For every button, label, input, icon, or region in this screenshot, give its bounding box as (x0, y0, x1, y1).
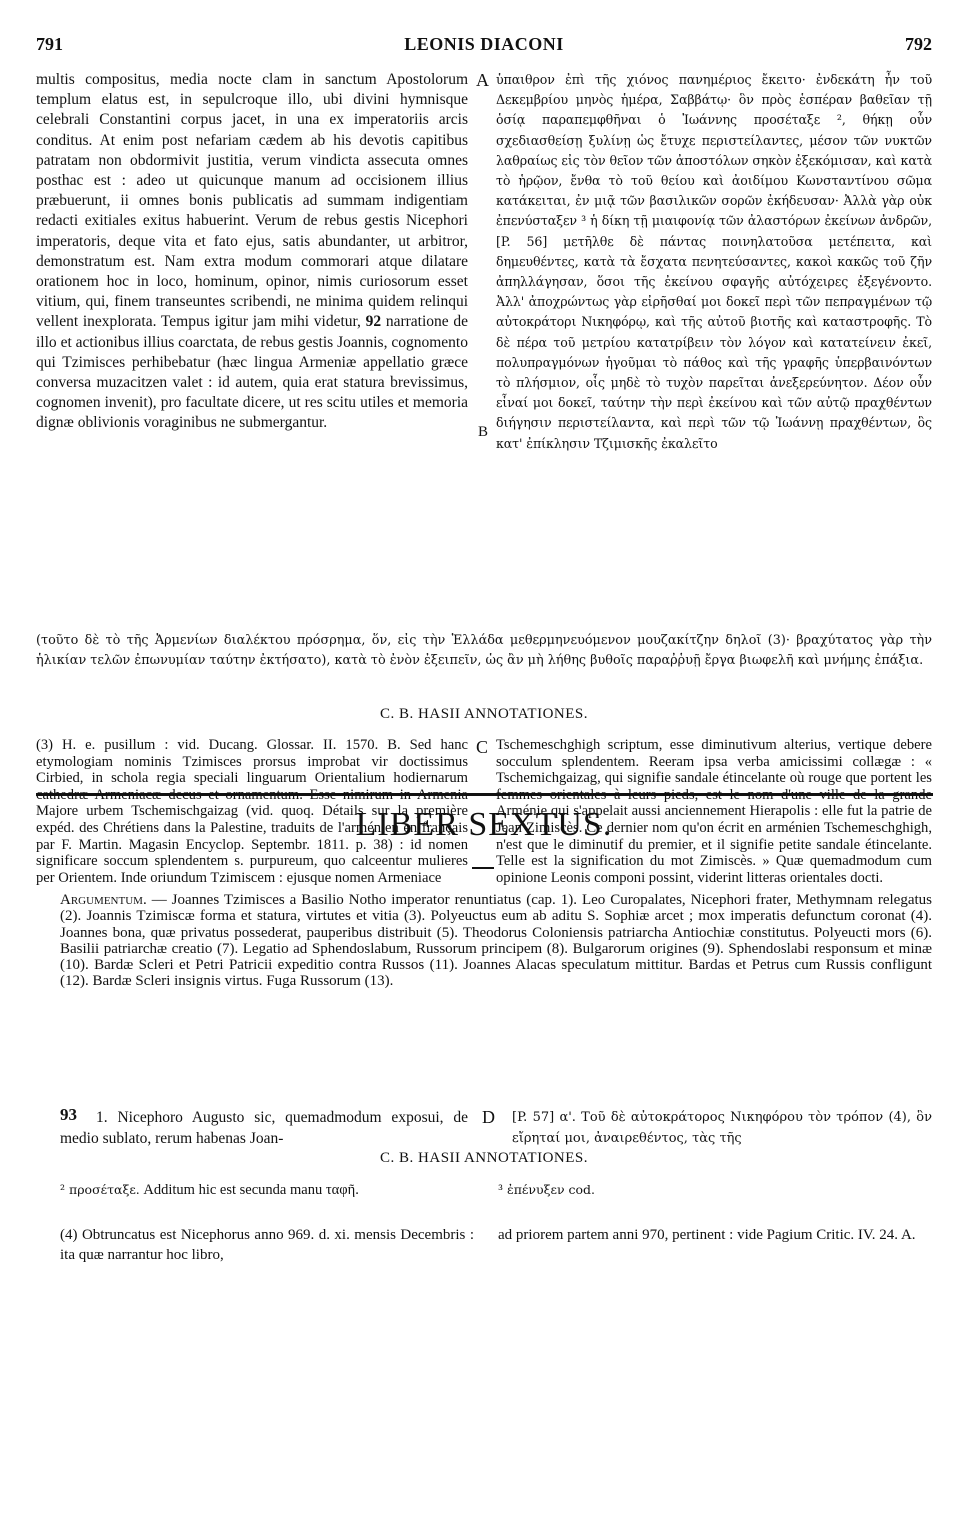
note-3-right-text: Tschemeschghigh scriptum, esse diminutivum alterius, vertique debere socculum splendentem. Reeram ipsa verba amicissimi collægæ : « Tschemichgaizag, qui signifie sandale étincelante où rouge que portent les Arménie qui s'appelait aussi anciennement Hierapolis : elle fut la patrie de Jean Zimiscès. Ce dernier nom qu'on écrit en arménien Tschemeschghigh, n'est que le diminutif du premier, et il signifie petite sandale étincelante. Telle est la signification du mot Zimiscès. » Quæ quemadmodum cum opinione Leonis componi possint, viderint litteras orientales docti. (496, 737, 932, 886)
argument-label: Argumentum. (60, 892, 147, 908)
latin-main-text: multis compositus, media nocte clam in sanctum Apostolorum templum elatus est, in sepulcroque illo, ubi divini hymnisque celebrali Constantini corpus jacet, in una ex imperatoriis arcis conditus. At enim post nefariam cædem ab his devotis capitibus patratam non obdormivit justitia, verum vindicta assecuta omnes posthac est : adeo ut quicunque manum ad occisionem illius præbuerunt, ii omnes bonis publicatis ad summam indigentiam redacti exitiales exitus habuerint. Verum de rebus gestis Nicephori imperatoris, deque vita et fato ejus, satis abundanter, ut arbitror, demonstratum est. Nam extra modum commorari atque dilatare orationem hoc in loco, hominum, opinor, nimis curiosorum esset vitium, qui, finem transeuntes scribendi, ne minima quidem relinqui vellent inexplorata. Tempus igitur jam mihi videtur, (36, 71, 468, 331)
page-number-right: 792 (905, 34, 932, 54)
section-divider (36, 793, 933, 796)
argument-summary (60, 892, 932, 990)
note-4-right-text: ad priorem partem anni 970, pertinent : vide Pagium Critic. IV. 24. A. (498, 1227, 916, 1243)
note-4-left-text: (4) Obtruncatus est Nicephorus anno 969. d. xi. mensis Decembris : ita quæ narrantur hoc libro, (60, 1227, 474, 1263)
margin-marker-d: D (482, 1107, 495, 1127)
section-number-93: 93 (60, 1105, 77, 1124)
argument-text: — Joannes Tzimisces a Basilio Notho imperator renuntiatus (cap. 1). Leo Curopalates, Nicephori frater, Methymnam relegatus (2). Joannis Tzimiscæ forma et statura, virtutes et vitia (3). Polyeuctus eum ab aditu S. Sophiæ arcet ; mox imperatis defunctum coronat (4). Joannes bona, quæ privatus possederat, pauperibus distribuit (5). Theodorus Coloniensis patriarcha Antiochiæ constitutus. Polyeucti mors (6). Basilii patriarchæ creatio (7). Legatio ad Sphendoslabum, Russorum principem (8). Bulgarorum origines (9). Sphendoslabi responsum et minæ (10). Bardæ Scleri et Petri Patricii expeditio contra Russos (11). Joannes Alacas speculatum mittitur. Bardas et Petrus cum Russis confligunt (12). Bardæ Scleri insignis virtus. Fuga Russorum (13). (60, 892, 932, 990)
annotations-heading-bottom: C. B. HASII ANNOTATIONES. (380, 1150, 588, 1166)
note-4-left (60, 1225, 474, 1265)
chapter-1-greek (512, 1107, 932, 1149)
title-dash (472, 867, 494, 869)
page-number-left: 791 (36, 34, 63, 54)
chapter-1-greek-text: [P. 57] α'. Τοῦ δὲ αὐτοκράτορος Νικηφόρου τὸν τρόπον (4), ὃν εἴρηταί μοι, ἀναιρεθέντος, τὰς τῆς (512, 1110, 932, 1146)
footnote-2-label: ² προσέταξε. (60, 1182, 140, 1197)
running-header (36, 34, 932, 58)
greek-continuation-text: (τοῦτο δὲ τὸ τῆς Ἀρμενίων διαλέκτου πρόσρημα, ὅν, εἰς τὴν Ἑλλάδα μεθερμηνευόμενον μουζακίτζην δηλοῖ (3)· βραχύτατος γὰρ τὴν ἡλικίαν τελῶν ἐπωνυμίαν ταύτην ἐκτήσατο), κατὰ τὸ ἐνὸν ἐξειπεῖν, ὡς ἂν μὴ λήθης βυθοῖς παραῤῥυῇ ἔργα βιωφελῆ καὶ μνήμης ἐπάξια. (36, 633, 932, 668)
greek-main-text: ὑπαιθρον ἐπὶ τῆς χιόνος πανημέριος ἔκειτο· ἐνδεκάτη ἦν τοῦ Δεκεμβρίου μηνὸς ἡμέρα, Σαββάτῳ· ὃν πρὸς ἑσπέραν βαθεῖαν τῇ ὁσίᾳ παραπεμφθῆναι ὁ Ἰωάννης προσέταξε ², θήκῃ οὖν σχεδιασθείσῃ ξυλίνῃ ὡς ἔτυχε περιστείλαντες, μέσον τῶν νυκτῶν λαθραίως εἰς τὸν θεῖον τῶν ἀποστόλων σηκὸν ἐξεκόμισαν, καὶ κατὰ τὸ ἡρῷον, ἔνθα τὸ τοῦ θείου καὶ ἀοιδίμου Κωνσταντίνου σῶμα κατάκειται, ἐν μιᾷ τῶν βασιλικῶν σορῶν ἐκήδευσαν· Ἀλλὰ γὰρ οὐκ ἐπενύσταξεν ³ ἡ δίκη τῇ μιαιφονίᾳ τῶν ἀλαστόρων ἐκείνων ἀνδρῶν, [P. 56] μετῆλθε δὲ πάντας ποινηλατοῦσα μετέπειτα, καὶ δημευθέντες, κατὰ τὰ ἔσχατα πενητεύσαντες, κακοὶ κακῶς τοῦ ζῆν ἀπηλλάγησαν, ὅσοι τῆς ἐκείνου σφαγῆς αὐτόχειρες ἐξεγένοντο. Ἀλλ' ἀποχρώντως γὰρ εἰρῆσθαί μοι δοκεῖ περὶ τῶν πεπραγμένων τῷ αὐτοκράτορι Νικηφόρῳ, καὶ τῆς αὐτοῦ βιοτῆς καὶ καταστροφῆς. Τὸ δὲ πέρα τοῦ μετρίου κατατρίβειν τὸν λόγον καὶ κατατείνειν ἐκεῖ, πολυπραγμόνων ἡγοῦμαι τὸ πάθος καὶ τῆς γραφῆς ὑπερβαινόντων τὸ πλήσμιον, οἷς μηδὲ τὸ τυχὸν παρεῖται ἀνεξερεύνητον. Δέον οὖν εἶναί μοι δοκεῖ, ταύτην τὴν περὶ ἐκείνου καὶ τῶν αὐτῷ πραχθέντων διήγησιν περιστείλαντα, καὶ περὶ τῶν τῷ Ἰωάννῃ πραχθέντων, ὃς κατ' ἐπίκλησιν Τζιμισκῆς ἐκαλεῖτο (496, 72, 932, 451)
section-number-92: 92 (365, 313, 382, 331)
footnote-2 (60, 1182, 359, 1199)
footnote-3 (498, 1182, 595, 1199)
book-title: LIBER SEXTUS. (355, 806, 613, 843)
note-3-left-text: (3) H. e. pusillum : vid. Ducang. Glossar. II. 1570. B. Sed hanc etymologiam nominis Tzimisces prorsus improbat vir doctissimus Cirbied, in schola regia speciali linguarum Orientalium hodiernarum Majore urbem Tschemischgaizag (vid. quoq. Détails sur la première expéd. des Chrétiens dans la Palestine, traduits de l'arménien en français par F. Martin. Magasin Encyclop. Septembr. 1811. p. 38) : id nomen significare soccum splendentem s. purpureum, quo calceentur mulieres per Orientem. Inde oriundum Tzimiscem : ejusque nomen Armeniace (36, 737, 468, 886)
annotations-heading-top: C. B. HASII ANNOTATIONES. (380, 706, 588, 722)
latin-main-text-end: narratione de illo et actionibus illius coarctata, de rebus gestis Joannis, cognomento qui Tzimisces perhibebatur (hæc lingua Armeniæ appellatio græce conversa muzacitzen valet : id autem, quia erat statura brevissimus, cognomen invenit), pro facultate dicere, ut res scitu utiles et memoria dignæ oblivionis voraginibus ne submergantur. (36, 313, 468, 432)
note-4-right (498, 1225, 932, 1245)
running-title: LEONIS DIACONI (404, 34, 564, 54)
greek-continuation (36, 631, 932, 671)
footnote-3-text: ³ ἐπένυξεν cod. (498, 1182, 596, 1197)
footnote-2-text: Additum hic est secunda manu ταφῆ. (143, 1182, 359, 1198)
margin-marker-a: A (476, 70, 489, 90)
margin-marker-b: B (478, 424, 489, 440)
chapter-1-latin (60, 1107, 468, 1149)
greek-text-column (496, 70, 932, 454)
chapter-1-latin-text: 1. Nicephoro Augusto sic, quemadmodum exposui, de medio sublato, rerum habenas Joan- (60, 1109, 468, 1147)
margin-marker-c: C (476, 737, 489, 757)
latin-translation-column (36, 70, 468, 434)
